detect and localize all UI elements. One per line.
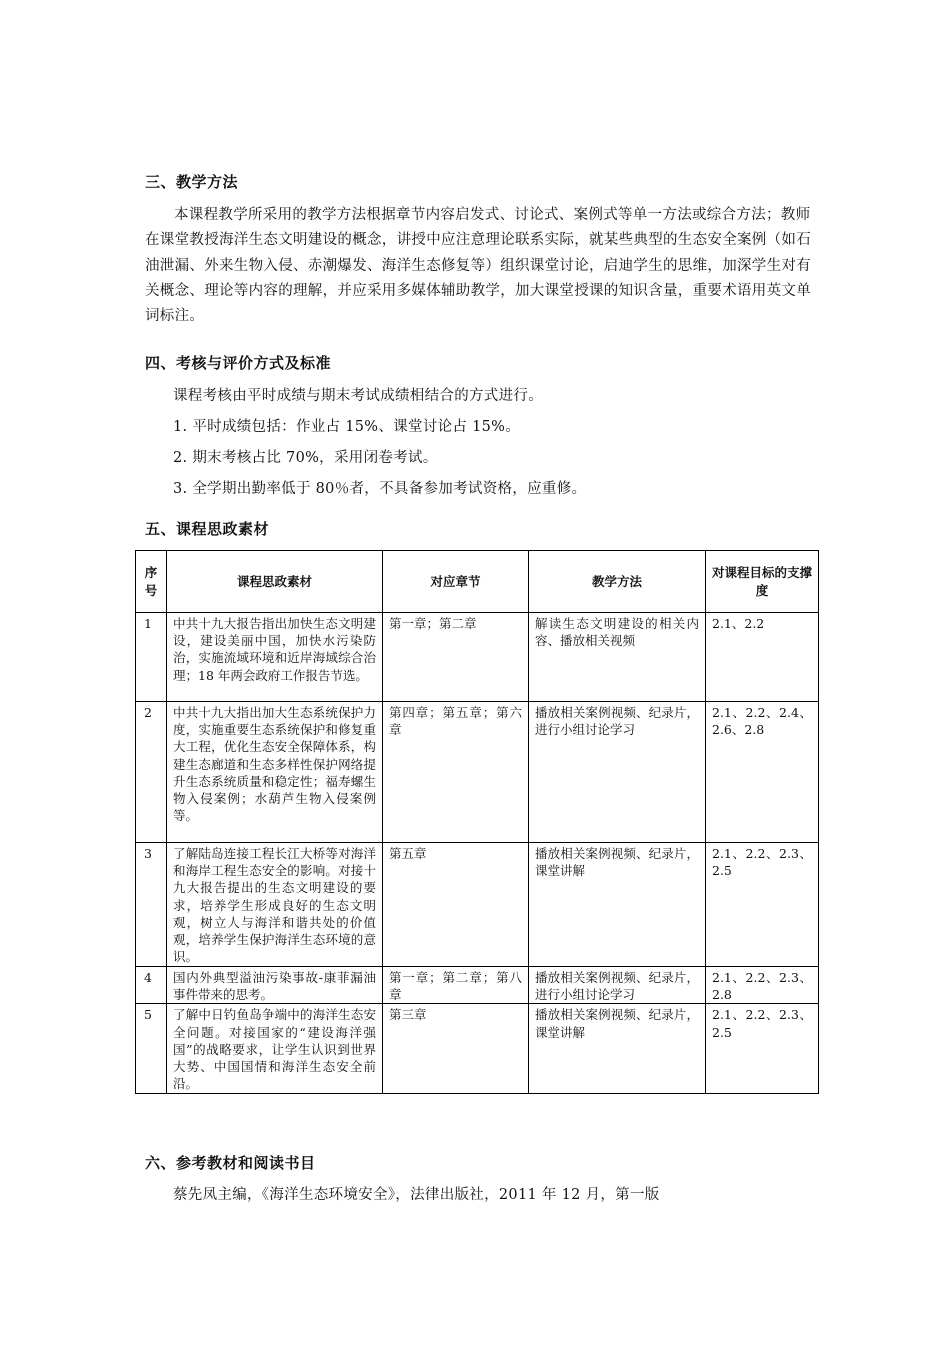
cell-index: 5 [136,1004,167,1094]
cell-index: 4 [136,967,167,1004]
cell-index: 2 [136,702,167,843]
reference-entry: 蔡先凤主编，《海洋生态环境安全》，法律出版社，2011 年 12 月，第一版 [173,1187,660,1203]
cell-support: 2.1、2.2、2.3、2.5 [706,1004,819,1094]
section-heading-assessment: 四、考核与评价方式及标准 [145,354,332,372]
cell-method: 播放相关案例视频、纪录片，进行小组讨论学习 [529,702,706,843]
header-index: 序号 [136,551,167,613]
section-heading-ideological-materials: 五、课程思政素材 [145,520,270,538]
header-method: 教学方法 [529,551,706,613]
cell-method: 解读生态文明建设的相关内容、播放相关视频 [529,613,706,702]
cell-method: 播放相关案例视频、纪录片，课堂讲解 [529,843,706,967]
assessment-item-2: 2. 期末考核占比 70%，采用闭卷考试。 [173,450,438,466]
section-heading-teaching-methods: 三、教学方法 [145,173,239,191]
cell-material: 中共十九大报告指出加快生态文明建设，建设美丽中国，加快水污染防治，实施流域环境和近岸海域综合治理；18 年两会政府工作报告节选。 [167,613,383,702]
cell-index: 3 [136,843,167,967]
header-material: 课程思政素材 [167,551,383,613]
cell-chapter: 第一章；第二章；第八章 [383,967,529,1004]
cell-method: 播放相关案例视频、纪录片，课堂讲解 [529,1004,706,1094]
cell-support: 2.1、2.2、2.3、2.5 [706,843,819,967]
table-row [136,1004,819,1094]
section-heading-references: 六、参考教材和阅读书目 [145,1154,316,1172]
table-header-row [136,551,819,613]
table-row [136,843,819,967]
cell-material: 中共十九大指出加大生态系统保护力度，实施重要生态系统保护和修复重大工程，优化生态安全保障体系，构建生态廊道和生态多样性保护网络提升生态系统质量和稳定性；福寿螺生物入侵案例；水葫芦生物入侵案例等。 [167,702,383,843]
assessment-item-1: 1. 平时成绩包括：作业占 15%、课堂讨论占 15%。 [173,419,521,435]
cell-method: 播放相关案例视频、纪录片，进行小组讨论学习 [529,967,706,1004]
cell-chapter: 第四章；第五章；第六章 [383,702,529,843]
cell-support: 2.1、2.2、2.3、2.8 [706,967,819,1004]
assessment-item-3: 3. 全学期出勤率低于 80％者，不具备参加考试资格，应重修。 [173,481,587,497]
cell-support: 2.1、2.2、2.4、2.6、2.8 [706,702,819,843]
cell-chapter: 第五章 [383,843,529,967]
cell-material: 了解中日钓鱼岛争端中的海洋生态安全问题。对接国家的“建设海洋强国”的战略要求，让学生认识到世界大势、中国国情和海洋生态安全前沿。 [167,1004,383,1094]
table-row [136,967,819,1004]
cell-material: 了解陆岛连接工程长江大桥等对海洋和海岸工程生态安全的影响。对接十九大报告提出的生态文明建设的要求，培养学生形成良好的生态文明观，树立人与海洋和谐共处的价值观，培养学生保护海洋生态环境的意识。 [167,843,383,967]
assessment-intro: 课程考核由平时成绩与期末考试成绩相结合的方式进行。 [173,388,543,404]
cell-support: 2.1、2.2 [706,613,819,702]
table-row [136,613,819,702]
cell-chapter: 第一章；第二章 [383,613,529,702]
ideological-materials-table [135,550,819,1094]
header-support: 对课程目标的支撑度 [706,551,819,613]
cell-index: 1 [136,613,167,702]
table-row [136,702,819,843]
header-chapter: 对应章节 [383,551,529,613]
cell-material: 国内外典型溢油污染事故-康菲漏油事件带来的思考。 [167,967,383,1004]
cell-chapter: 第三章 [383,1004,529,1094]
teaching-methods-paragraph: 本课程教学所采用的教学方法根据章节内容启发式、讨论式、案例式等单一方法或综合方法；教师在课堂教授海洋生态文明建设的概念，讲授中应注意理论联系实际，就某些典型的生态安全案例（如石油泄漏、外来生物入侵、赤潮爆发、海洋生态修复等）组织课堂讨论，启迪学生的思维，加深学生对有关概念、理论等内容的理解，并应采用多媒体辅助教学，加大课堂授课的知识含量，重要术语用英文单词标注。 [145,207,811,325]
